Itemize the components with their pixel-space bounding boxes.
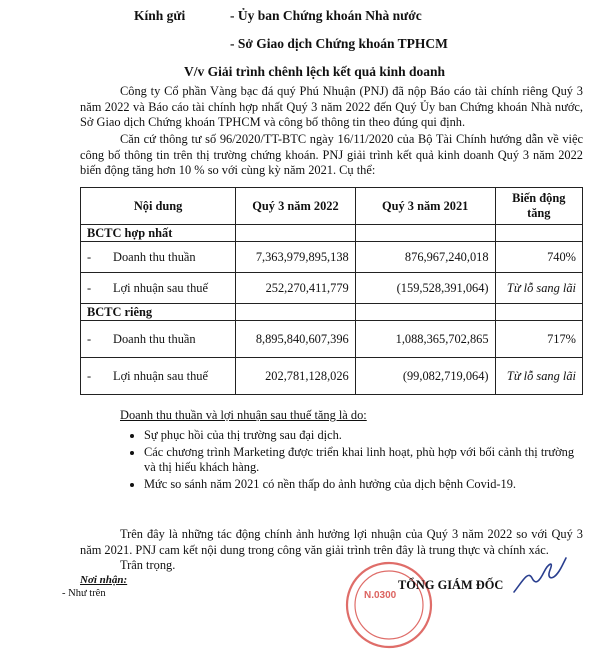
col-header-content: Nội dung bbox=[81, 188, 236, 225]
col-header-q3-2022: Quý 3 năm 2022 bbox=[236, 188, 356, 225]
regards: Trân trọng. bbox=[120, 558, 176, 572]
value-change: 717% bbox=[495, 321, 582, 358]
signature-icon bbox=[510, 552, 570, 597]
section-row-consolidated bbox=[81, 225, 583, 242]
table-row bbox=[81, 242, 583, 273]
list-item: • Các chương trình Marketing được triển khai linh hoạt, phù hợp với bối cảnh thị trường và thị hiếu khách hàng. bbox=[144, 445, 584, 476]
reasons-list bbox=[130, 428, 584, 493]
value-change: Từ lỗ sang lãi bbox=[495, 358, 582, 395]
value-q3-2021: (99,082,719,064) bbox=[355, 358, 495, 395]
section-title: BCTC hợp nhất bbox=[81, 225, 236, 242]
table-row bbox=[81, 321, 583, 358]
row-dash: - bbox=[87, 280, 92, 295]
col-header-q3-2021: Quý 3 năm 2021 bbox=[355, 188, 495, 225]
company-stamp bbox=[344, 560, 434, 650]
row-dash: - bbox=[87, 331, 92, 346]
basis-paragraph: Căn cứ thông tư số 96/2020/TT-BTC ngày 16/11/2020 của Bộ Tài Chính hướng dẫn về việc công bố thông tin trên thị trường chứng khoán. PNJ giải trình kết quả kinh doanh Quý 3 năm 2022 biến động tăng hơn 10 % so với cùng kỳ năm 2021. Cụ thể: bbox=[80, 132, 583, 177]
row-dash: - bbox=[87, 368, 92, 383]
table-row bbox=[81, 273, 583, 304]
section-row-separate bbox=[81, 304, 583, 321]
table-header-row bbox=[81, 188, 583, 225]
results-table bbox=[80, 187, 583, 395]
recipient-line-1: - Ủy ban Chứng khoán Nhà nước bbox=[230, 8, 422, 23]
closing-paragraph: Trên đây là những tác động chính ảnh hưởng lợi nhuận của Quý 3 năm 2022 so với Quý 3 năm 2021. PNJ cam kết nội dung trong công văn giải trình trên đây là trung thực và chính xác. bbox=[80, 527, 583, 557]
value-q3-2022: 8,895,840,607,396 bbox=[236, 321, 356, 358]
row-label: Lợi nhuận sau thuế bbox=[113, 368, 208, 383]
greeting: Kính gửi bbox=[134, 8, 186, 23]
col-header-change: Biến động tăng bbox=[495, 188, 582, 225]
value-q3-2022: 7,363,979,895,138 bbox=[236, 242, 356, 273]
reasons-title: Doanh thu thuần và lợi nhuận sau thuế tăng là do: bbox=[120, 408, 367, 422]
row-label: Lợi nhuận sau thuế bbox=[113, 280, 208, 295]
row-label-cell bbox=[81, 273, 236, 304]
value-change: Từ lỗ sang lãi bbox=[495, 273, 582, 304]
list-item: • Sự phục hồi của thị trường sau đại dịch. bbox=[144, 428, 584, 444]
row-label-cell bbox=[81, 358, 236, 395]
recipient-line-2: - Sở Giao dịch Chứng khoán TPHCM bbox=[230, 36, 448, 51]
value-q3-2021: (159,528,391,064) bbox=[355, 273, 495, 304]
row-label: Doanh thu thuần bbox=[113, 249, 196, 264]
list-item: • Mức so sánh năm 2021 có nền thấp do ảnh hưởng của dịch bệnh Covid-19. bbox=[144, 477, 584, 493]
row-label-cell bbox=[81, 242, 236, 273]
section-title: BCTC riêng bbox=[81, 304, 236, 321]
signer-title: TỔNG GIÁM ĐỐC bbox=[398, 578, 504, 592]
value-q3-2022: 202,781,128,026 bbox=[236, 358, 356, 395]
row-dash: - bbox=[87, 249, 92, 264]
recipients-label: Nơi nhận: bbox=[80, 574, 128, 586]
stamp-text: N.0300 bbox=[364, 590, 397, 601]
value-q3-2022: 252,270,411,779 bbox=[236, 273, 356, 304]
row-label-cell bbox=[81, 321, 236, 358]
subject-line: V/v Giải trình chênh lệch kết quả kinh doanh bbox=[184, 64, 446, 79]
recipients-item: - Như trên bbox=[62, 588, 106, 599]
table-row bbox=[81, 358, 583, 395]
intro-paragraph: Công ty Cổ phần Vàng bạc đá quý Phú Nhuận (PNJ) đã nộp Báo cáo tài chính riêng Quý 3 năm 2022 và Báo cáo tài chính hợp nhất Quý 3 năm 2022 đến Quý Ủy ban Chứng khoán Nhà nước, Sở Giao dịch Chứng khoán TPHCM và công bố thông tin theo đúng qui định. bbox=[80, 84, 583, 129]
value-q3-2021: 876,967,240,018 bbox=[355, 242, 495, 273]
value-q3-2021: 1,088,365,702,865 bbox=[355, 321, 495, 358]
value-change: 740% bbox=[495, 242, 582, 273]
row-label: Doanh thu thuần bbox=[113, 331, 196, 346]
